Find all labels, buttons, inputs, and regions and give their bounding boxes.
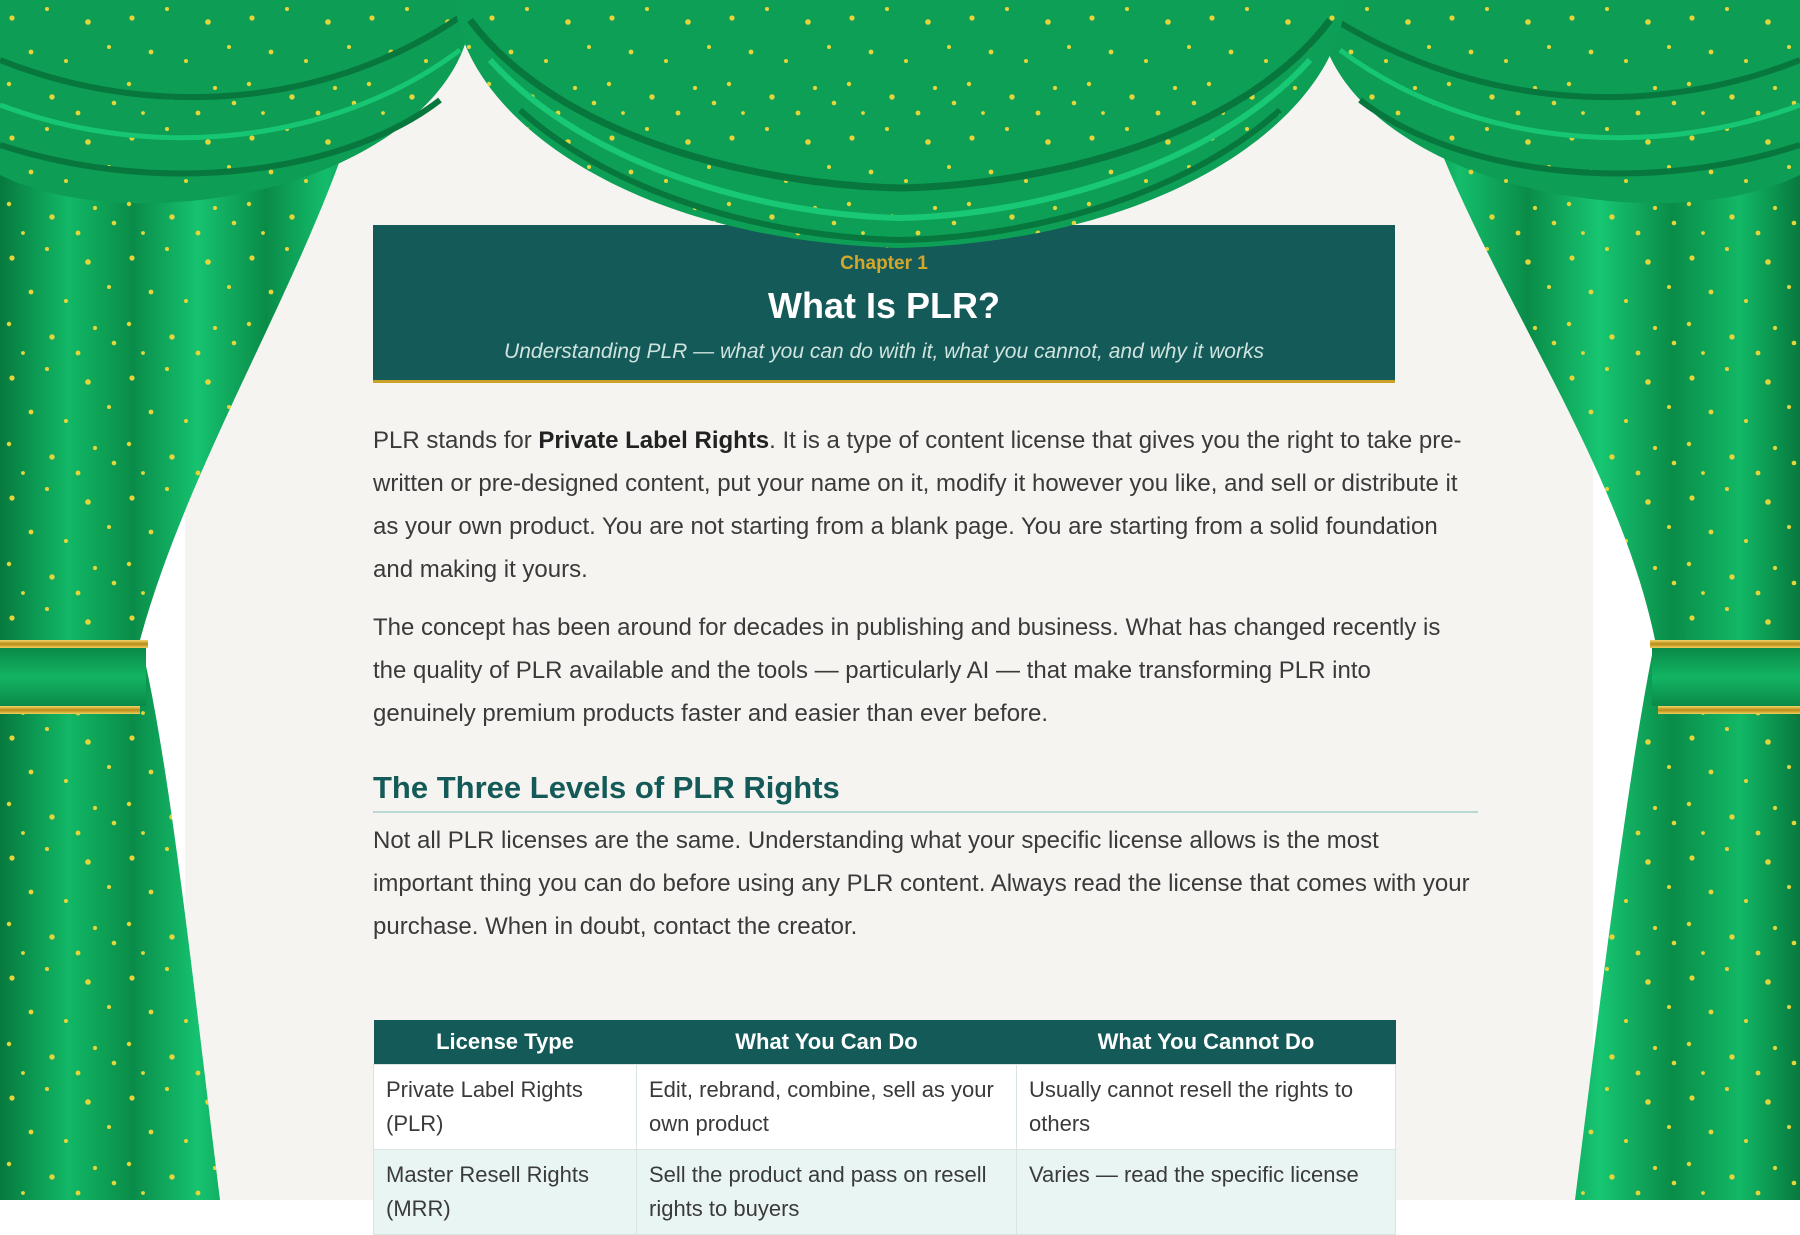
table-cell: Master Resell Rights (MRR) xyxy=(374,1150,637,1235)
chapter-label: Chapter 1 xyxy=(840,253,928,274)
section-heading: The Three Levels of PLR Rights xyxy=(373,769,1478,813)
chapter-title: What Is PLR? xyxy=(768,285,1000,326)
table-cell: Varies — read the specific license xyxy=(1017,1150,1396,1235)
left-tieback xyxy=(0,640,148,714)
chapter-banner xyxy=(373,225,1395,383)
intro-paragraph-2: The concept has been around for decades in publishing and business. What has changed recently is the quality of PLR available and the tools — particularly AI — that make transforming PLR into genuinely premium products faster and easier than ever before. xyxy=(373,614,1441,727)
intro-text-end: . It is a type of content license that gives you the right to take pre-written or pre-designed content, put your name on it, modify it however you like, and sell or distribute it as your own product. You are not starting from a blank page. You are starting from a solid foundation and making it yours. xyxy=(373,427,1462,583)
chapter-content xyxy=(373,225,1478,1235)
table-row xyxy=(374,1150,1396,1235)
table-header-can-do: What You Can Do xyxy=(637,1020,1017,1065)
chapter-subtitle: Understanding PLR — what you can do with it, what you cannot, and why it works xyxy=(504,340,1264,363)
table-header-cannot-do: What You Cannot Do xyxy=(1017,1020,1396,1065)
license-table xyxy=(373,1020,1396,1235)
right-tieback xyxy=(1650,640,1800,714)
intro-paragraph-1 xyxy=(373,419,1478,591)
section-paragraph: Not all PLR licenses are the same. Understanding what your specific license allows is the most important thing you can do before using any PLR content. Always read the license that comes with your purchase. When in doubt, contact the creator. xyxy=(373,827,1470,940)
table-cell: Sell the product and pass on resell rights to buyers xyxy=(637,1150,1017,1235)
table-header-row xyxy=(374,1020,1396,1065)
intro-bold-term: Private Label Rights xyxy=(538,427,770,454)
table-cell: Usually cannot resell the rights to others xyxy=(1017,1065,1396,1150)
intro-text-start: PLR stands for xyxy=(373,427,539,454)
table-cell: Private Label Rights (PLR) xyxy=(374,1065,637,1150)
table-cell: Edit, rebrand, combine, sell as your own product xyxy=(637,1065,1017,1150)
table-header-license-type: License Type xyxy=(374,1020,637,1065)
table-row xyxy=(374,1065,1396,1150)
